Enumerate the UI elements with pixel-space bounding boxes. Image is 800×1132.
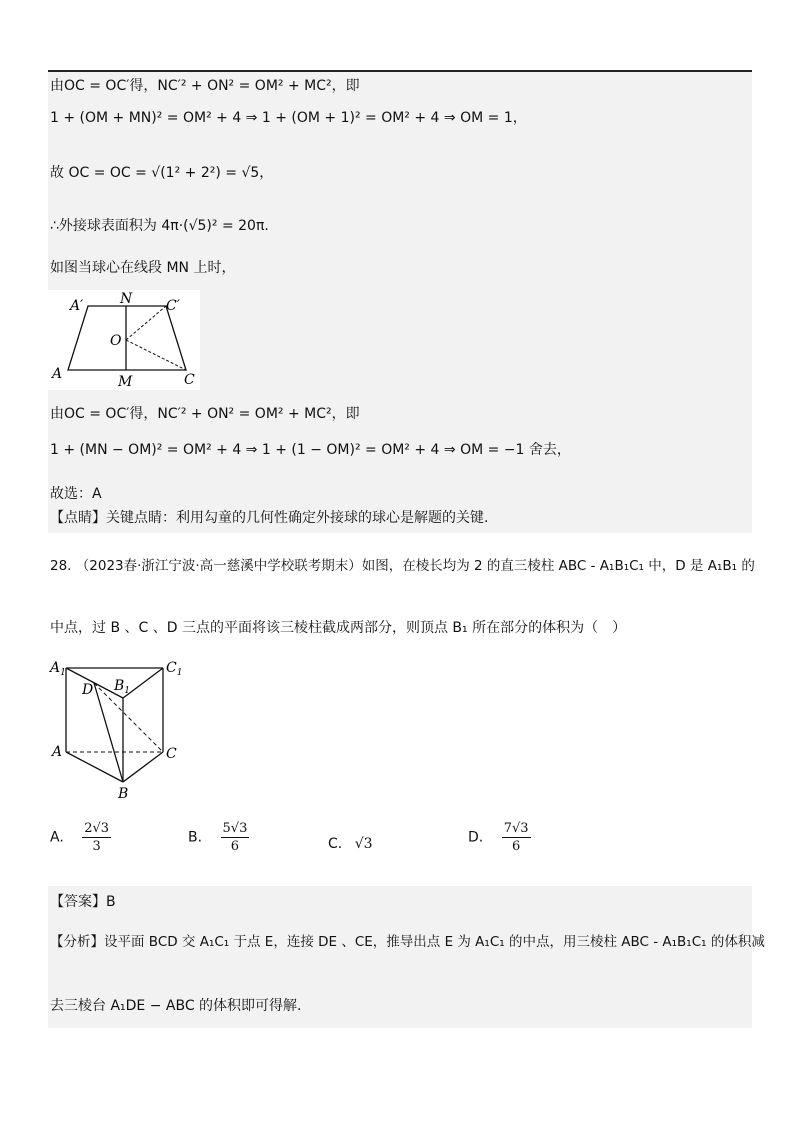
label-a: A: [52, 366, 63, 382]
question-line-1: 28. （2023春·浙江宁波·高一慈溪中学校联考期末）如图，在棱长均为 2 的直三棱柱 ABC - A₁B₁C₁ 中，D 是 A₁B₁ 的: [50, 558, 755, 574]
solution-line-8: 故选：A: [50, 486, 102, 502]
option-c[interactable]: C. √3: [328, 836, 373, 852]
analysis-line-1: 【分析】设平面 BCD 交 A₁C₁ 于点 E，连接 DE 、CE，推导出点 E 为 A₁C₁ 的中点，用三棱柱 ABC - A₁B₁C₁ 的体积减: [50, 934, 765, 950]
solution-line-5: 如图当球心在线段 MN 上时，: [50, 260, 236, 276]
label-a-prime: A′: [70, 298, 84, 314]
label-b1: $B_1$: [114, 678, 131, 696]
label-c1: $C_1$: [166, 660, 183, 678]
option-d[interactable]: D. $\frac{7√3}{6}$: [468, 821, 529, 854]
label-c: C: [184, 372, 195, 388]
question-line-2: 中点，过 B 、C 、D 三点的平面将该三棱柱截成两部分，则顶点 B₁ 所在部分的体积为（ ）: [50, 620, 627, 636]
option-a-fraction: $\frac{2√3}{3}$: [84, 821, 110, 854]
label-a1: $A_1$: [50, 660, 66, 678]
solution-line-1: 由OC = OC′得，NC′² + ON² = OM² + MC²，即: [50, 78, 360, 94]
solution-line-7: 1 + (MN − OM)² = OM² + 4 ⇒ 1 + (1 − OM)² = OM² + 4 ⇒ OM = −1 舍去，: [50, 442, 571, 458]
label-n: N: [120, 291, 133, 307]
label-a-base: A: [52, 744, 63, 760]
option-b-fraction: $\frac{5√3}{6}$: [222, 821, 248, 854]
solution-line-9: 【点睛】关键点睛：利用勾童的几何性确定外接球的球心是解题的关键.: [50, 510, 489, 526]
label-c-prime: C′: [166, 298, 180, 314]
option-b[interactable]: B. $\frac{5√3}{6}$: [188, 821, 248, 854]
solution-line-3: 故 OC = OC = √(1² + 2²) = √5，: [50, 165, 274, 181]
solution-line-6: 由OC = OC′得，NC′² + ON² = OM² + MC²，即: [50, 406, 360, 422]
label-d: D: [82, 682, 94, 698]
answer-line: 【答案】B: [50, 894, 116, 910]
label-m: M: [118, 374, 133, 390]
solution-line-4: ∴外接球表面积为 4π·(√5)² = 20π.: [50, 218, 269, 234]
option-a[interactable]: A. $\frac{2√3}{3}$: [50, 821, 110, 854]
analysis-line-2: 去三棱台 A₁DE − ABC 的体积即可得解.: [50, 998, 302, 1014]
label-c-base: C: [166, 746, 177, 762]
option-d-fraction: $\frac{7√3}{6}$: [503, 821, 529, 854]
label-b: B: [118, 786, 129, 802]
solution-line-2: 1 + (OM + MN)² = OM² + 4 ⇒ 1 + (OM + 1)² = OM² + 4 ⇒ OM = 1，: [50, 110, 527, 126]
label-o: O: [110, 333, 122, 349]
trapezoid-figure: [48, 290, 200, 390]
prism-figure: [48, 652, 198, 804]
